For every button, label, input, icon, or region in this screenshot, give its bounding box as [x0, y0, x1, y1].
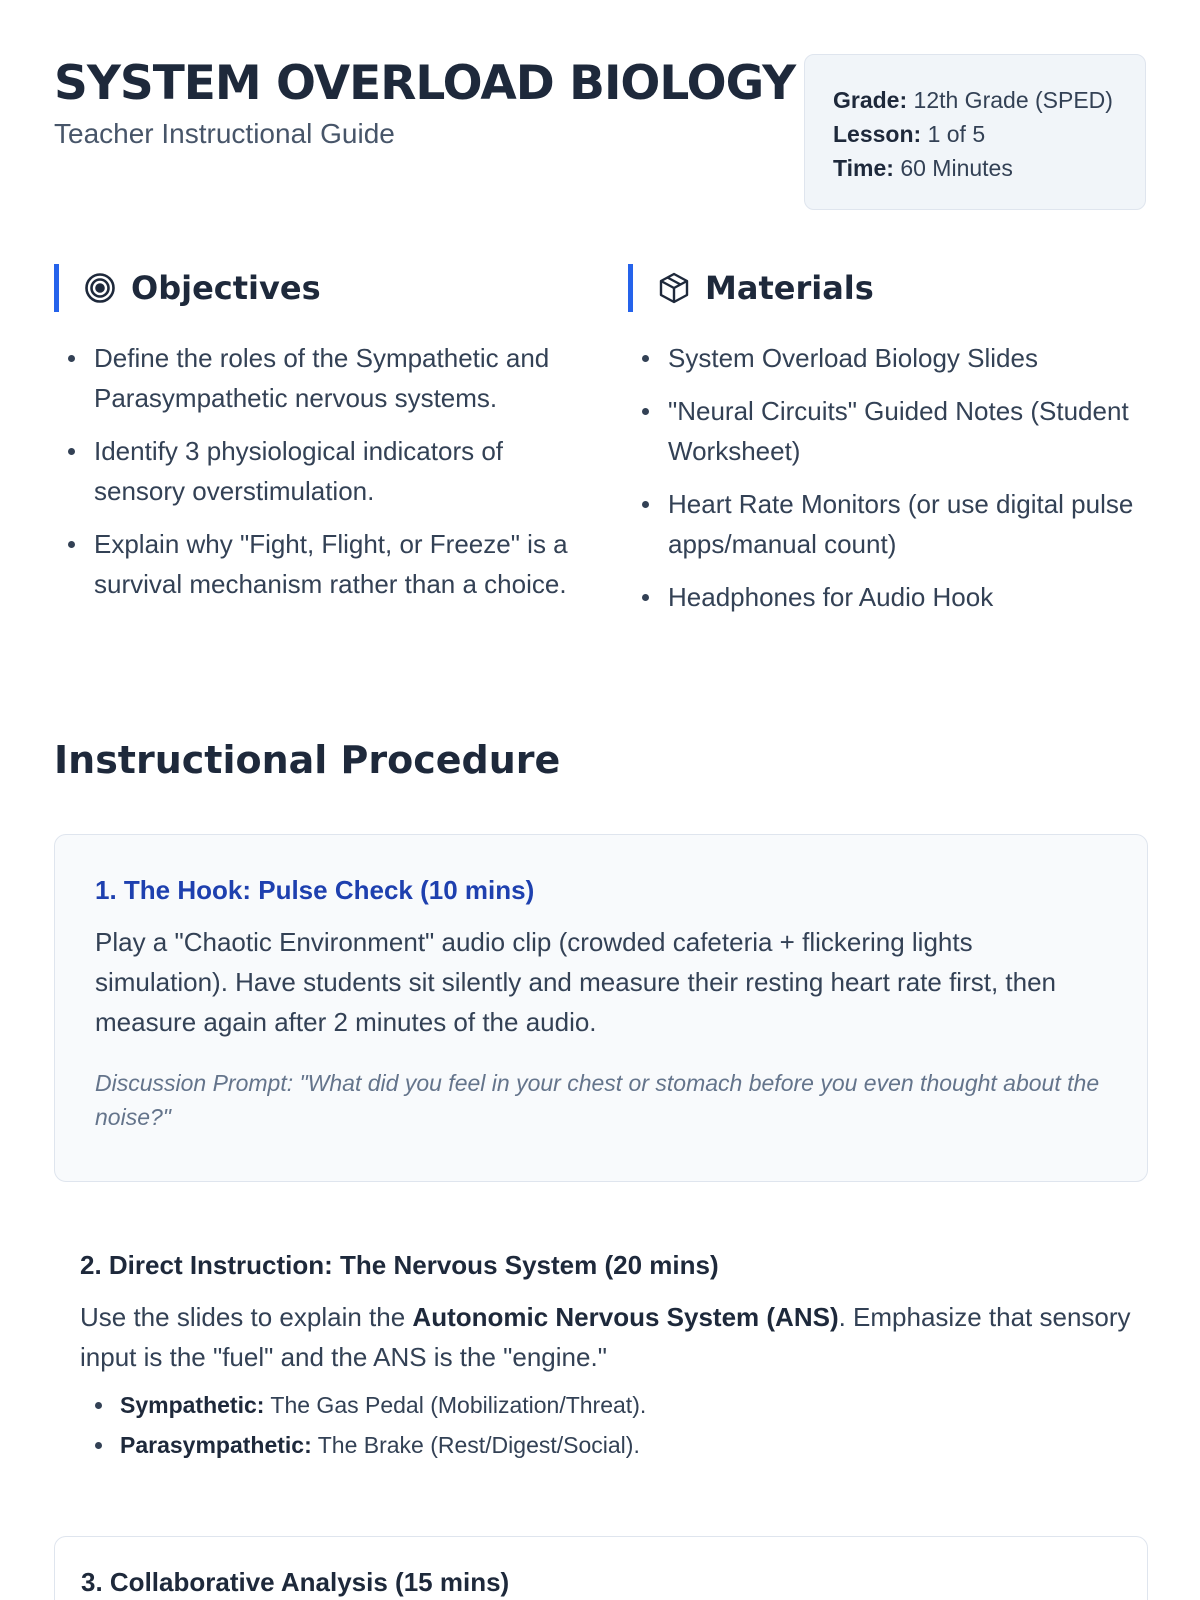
step-hook-body: Play a "Chaotic Environment" audio clip (crowded cafeteria + flickering lights simulation). Have students sit silently and measure their resting heart rate first, then measure again after 2 minutes of the audio.	[95, 927, 1056, 1037]
objective-item: Define the roles of the Sympathetic and Parasympathetic nervous systems.	[94, 338, 574, 418]
materials-list	[628, 338, 1148, 617]
document-title: SYSTEM OVERLOAD BIOLOGY	[54, 56, 796, 111]
branch-label: Sympathetic:	[120, 1392, 265, 1418]
discussion-prompt: Discussion Prompt: "What did you feel in your chest or stomach before you even thought about the noise?"	[95, 1070, 1100, 1130]
document-subtitle: Teacher Instructional Guide	[54, 118, 395, 149]
list-item	[120, 1425, 1140, 1465]
step-collaborative-title: 3. Collaborative Analysis (15 mins)	[81, 1567, 510, 1597]
step-collaborative-card	[54, 1536, 1148, 1600]
time-row	[833, 151, 1145, 185]
lesson-value: 1 of 5	[927, 121, 986, 147]
lesson-label: Lesson:	[833, 121, 922, 147]
branch-label: Parasympathetic:	[120, 1432, 312, 1458]
material-item: Heart Rate Monitors (or use digital pulse apps/manual count)	[668, 484, 1148, 564]
time-label: Time:	[833, 155, 894, 181]
objective-item: Explain why "Fight, Flight, or Freeze" is a survival mechanism rather than a choice.	[94, 524, 574, 604]
document-header	[54, 52, 1146, 212]
branch-description: The Gas Pedal (Mobilization/Threat).	[264, 1392, 647, 1418]
step-hook-card	[54, 834, 1148, 1182]
materials-header	[628, 264, 1148, 312]
grade-value: 12th Grade (SPED)	[913, 87, 1113, 113]
material-item: Headphones for Audio Hook	[668, 577, 1148, 617]
ans-term: Autonomic Nervous System (ANS)	[412, 1302, 839, 1332]
material-item: System Overload Biology Slides	[668, 338, 1148, 378]
objectives-header	[54, 264, 574, 312]
step-direct-title: 2. Direct Instruction: The Nervous System (20 mins)	[80, 1250, 719, 1280]
step-hook-title: 1. The Hook: Pulse Check (10 mins)	[95, 875, 535, 905]
step-direct-body: Use the slides to explain the Autonomic Nervous System (ANS). Emphasize that sensory input is the "fuel" and the ANS is the "engine."	[80, 1302, 1131, 1372]
time-value: 60 Minutes	[900, 155, 1013, 181]
list-item	[120, 1385, 1140, 1425]
package-icon	[657, 271, 691, 305]
ans-branches-list	[80, 1385, 1140, 1465]
material-item: "Neural Circuits" Guided Notes (Student Worksheet)	[668, 391, 1148, 471]
materials-section	[628, 264, 1148, 630]
step-direct-instruction	[80, 1250, 1140, 1465]
materials-heading: Materials	[705, 269, 874, 307]
lesson-info-card	[804, 54, 1146, 210]
lesson-row	[833, 117, 1145, 151]
procedure-heading: Instructional Procedure	[54, 738, 561, 782]
branch-description: The Brake (Rest/Digest/Social).	[311, 1432, 640, 1458]
objectives-section	[54, 264, 574, 617]
objectives-list	[54, 338, 574, 604]
grade-label: Grade:	[833, 87, 908, 113]
grade-row	[833, 83, 1145, 117]
target-icon	[83, 271, 117, 305]
objectives-heading: Objectives	[131, 269, 321, 307]
objective-item: Identify 3 physiological indicators of sensory overstimulation.	[94, 431, 574, 511]
